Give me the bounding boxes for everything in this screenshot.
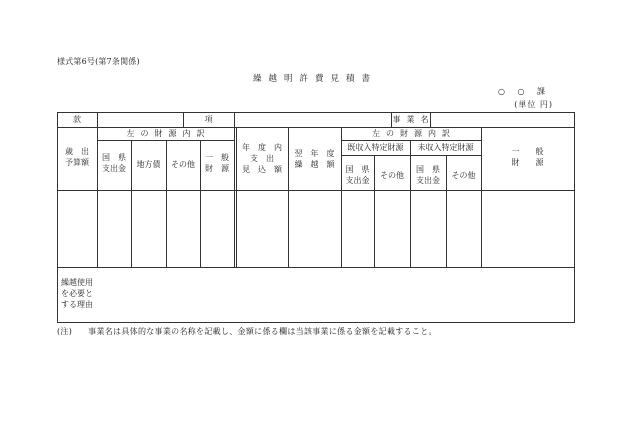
footnote-label: (注) bbox=[57, 327, 73, 336]
funding-breakdown-header-right: 左の財源内訳 bbox=[372, 129, 456, 138]
in-year-expenditure-header: 年 度 内 支 出 見 込 額 bbox=[242, 143, 282, 174]
document-title: 繰越明許費見積書 bbox=[252, 74, 377, 84]
local-bond-header: 地方債 bbox=[136, 160, 161, 169]
carry-forward-amount-header: 翌 年 度 繰 越 額 bbox=[294, 149, 335, 169]
budget-amount-header: 歳 出 予算額 bbox=[65, 147, 89, 167]
kou-header: 項 bbox=[204, 115, 213, 124]
footnote bbox=[57, 326, 437, 337]
general-revenue-header-left: 一 般 財 源 bbox=[205, 153, 229, 173]
unit-label: (単位 円) bbox=[514, 100, 553, 109]
unreceived-specific-revenue-header: 未収入特定財源 bbox=[417, 143, 474, 152]
funding-breakdown-header-left: 左の財源内訳 bbox=[126, 129, 211, 138]
received-specific-revenue-header: 既収入特定財源 bbox=[347, 143, 404, 152]
other-header-right-b: その他 bbox=[451, 171, 476, 180]
general-revenue-header-right: 一 般 財 源 bbox=[511, 147, 544, 167]
form-number: 様式第6号(第7条関係) bbox=[57, 57, 140, 66]
other-header-right-a: その他 bbox=[380, 171, 404, 180]
kan-header: 款 bbox=[73, 115, 81, 124]
national-pref-disbursement-header-b: 国 県 支出金 bbox=[416, 165, 440, 185]
footnote-text: 事業名は具体的な事業の名称を記載し、金額に係る欄は当該事業に係る金額を記載すること。 bbox=[88, 327, 437, 336]
national-pref-disbursement-header: 国 県 支出金 bbox=[102, 153, 126, 173]
estimate-table bbox=[57, 112, 575, 323]
jigyou-mei-header: 事業名 bbox=[392, 115, 435, 124]
national-pref-disbursement-header-a: 国 県 支出金 bbox=[345, 165, 370, 185]
other-header-left: その他 bbox=[171, 160, 195, 169]
carryover-reason-label: 繰越使用 を必要と する理由 bbox=[61, 278, 93, 309]
department-label: ○ ○ 課 bbox=[497, 87, 550, 96]
